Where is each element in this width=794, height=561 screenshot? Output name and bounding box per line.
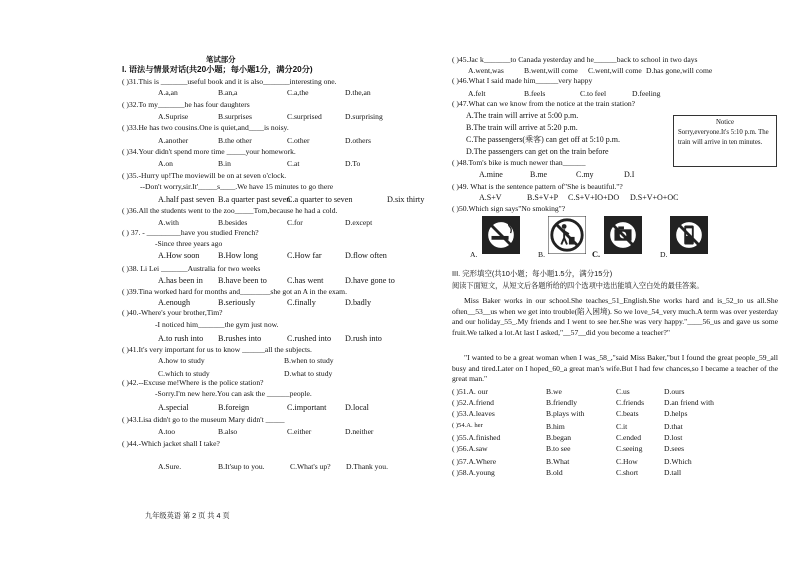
q47-d: D.The passengers can get on the train before: [466, 147, 609, 156]
question-5: ( )35.-Hurry up!The moviewill be on at seven o'clock.: [122, 171, 287, 180]
question-17-option-1: A.special: [158, 403, 189, 412]
question-9: -Since three years ago: [155, 239, 223, 248]
cloze-question-55-option-4: D.lost: [664, 433, 683, 442]
q48-c: C.my: [576, 170, 594, 179]
question-12: ( )40.-Where's your brother,Tim?: [122, 308, 223, 317]
no-photography-sign-icon: [604, 216, 642, 254]
cloze-question-51-option-4: D.ours: [664, 387, 685, 396]
q45-c: C.went,will come: [588, 66, 642, 75]
cloze-question-56-option-3: C.seeing: [616, 444, 643, 453]
question-15-option-1: C.which to study: [158, 369, 210, 378]
cloze-question-55-option-2: B.began: [546, 433, 572, 442]
q49-a: A.S+V: [479, 193, 502, 202]
cloze-question-53-option-4: D.helps: [664, 409, 688, 418]
question-19: ( )44.-Which jacket shall I take?: [122, 439, 220, 448]
question-10-option-1: A.has been in: [158, 276, 203, 285]
question-1: ( )31.This is _______useful book and it is also_______interesting one.: [122, 77, 337, 86]
question-9-option-3: C.How far: [287, 251, 322, 260]
question-1-option-1: A.a,an: [158, 88, 178, 97]
cloze-question-57-option-3: C.How: [616, 457, 638, 466]
question-3: ( )33.He has two cousins.One is quiet,and____is noisy.: [122, 123, 289, 132]
question-1-option-3: C.a,the: [287, 88, 309, 97]
train-notice: [673, 115, 777, 167]
section3-instructions: 阅读下面短文，从短文后各题所给的四个选项中选出能填入空白处的最佳答案。: [452, 281, 704, 290]
question-17: -Sorry.I'm new here.You can ask the ______people.: [155, 389, 312, 398]
q48-a: A.mine: [479, 170, 503, 179]
cloze-paragraph-1: Miss Baker works in our school.She teaches_51_English.She works hard and is_52_to us all.She often__53__us when we get into trouble(陷入困境). So we love_54_very much.A term was over yesterday and our holiday_55_.My friends and I went to see her.She was very happy."____56_us and gave us some fruit.We talked a lot.At last I asked,"__57__did you become a teacher?": [452, 296, 778, 337]
notice-body: Sorry,everyone.It's 5:10 p.m. The train will arrive in ten minutes.: [678, 129, 769, 146]
cloze-question-58-option-3: C.short: [616, 468, 639, 477]
q46-d: D.feeling: [632, 89, 661, 98]
question-20-option-1: A.Sure.: [158, 462, 182, 471]
q45-b: B.went,will come: [524, 66, 578, 75]
cloze-question-54-option-2: B.him: [546, 422, 565, 431]
question-15-option-3: D.what to study: [284, 369, 333, 378]
cloze-question-53: ( )53.A.leaves: [452, 409, 495, 418]
question-7-option-1: A.with: [158, 218, 179, 227]
q48-d: D.I: [624, 170, 635, 179]
q46-c: C.to feel: [580, 89, 607, 98]
question-6-option-2: B.a quarter past seven: [218, 195, 291, 204]
cloze-question-51: ( )51.A. our: [452, 387, 488, 396]
question-13-option-3: C.rushed into: [287, 334, 332, 343]
question-17-option-3: C.important: [287, 403, 327, 412]
q45-d: D.has gone,will come: [646, 66, 713, 75]
notice-title: Notice: [715, 119, 735, 126]
page-footer: 九年级英语 第 2 页 共 4 页: [145, 511, 230, 520]
q45: ( )45.Jac k_______to Canada yesterday and he______back to school in two days: [452, 55, 698, 64]
question-20-option-2: B.It'sup to you.: [218, 462, 265, 471]
q49-b: B.S+V+P: [527, 193, 559, 202]
question-14-option-1: A.how to study: [158, 356, 205, 365]
question-3-option-4: D.others: [345, 136, 371, 145]
question-9-option-1: A.How soon: [158, 251, 200, 260]
sign-label-d: D.: [660, 250, 668, 259]
q49: ( )49. What is the sentence pattern of"She is beautiful."?: [452, 182, 623, 191]
cloze-question-56-option-2: B.to see: [546, 444, 571, 453]
cloze-question-54-option-3: C.it: [616, 422, 628, 431]
cloze-question-57: ( )57.A.Where: [452, 457, 497, 466]
question-4-option-3: C.at: [287, 159, 300, 168]
question-17-option-2: B.foreign: [218, 403, 250, 412]
question-6: --Don't worry,sir.It'_____s____.We have 15 minutes to go there: [140, 182, 334, 191]
cloze-question-55: ( )55.A.finished: [452, 433, 501, 442]
question-20-option-4: D.Thank you.: [346, 462, 388, 471]
question-2-option-1: A.Suprise: [158, 112, 189, 121]
question-11: ( )39.Tina worked hard for months and________she got an A in the exam.: [122, 287, 347, 296]
question-18-option-4: D.neither: [345, 427, 374, 436]
cloze-question-58-option-2: B.old: [546, 468, 563, 477]
cloze-question-54: ( )54.A. her: [452, 422, 483, 429]
question-20-option-3: C.What's up?: [290, 462, 331, 471]
question-18-option-3: C.either: [287, 427, 312, 436]
question-4-option-2: B.in: [218, 159, 231, 168]
question-2-option-4: D.surprising: [345, 112, 383, 121]
question-18: ( )43.Lisa didn't go to the museum Mary didn't _____: [122, 415, 285, 424]
q46-a: A.felt: [468, 89, 486, 98]
q50: ( )50.Which sign says"No smoking"?: [452, 204, 566, 213]
question-18-option-1: A.too: [158, 427, 176, 436]
question-10-option-3: C.has went: [287, 276, 324, 285]
question-9-option-2: B.How long: [218, 251, 259, 260]
q46: ( )46.What I said made him______very happy: [452, 76, 593, 85]
section1-title: I. 语法与情景对话(共20小题；每小题1分，满分20分): [122, 65, 313, 74]
question-18-option-2: B.also: [218, 427, 238, 436]
question-2-option-3: C.surprised: [287, 112, 322, 121]
q48: ( )48.Tom's bike is much newer than______: [452, 158, 586, 167]
question-3-option-3: C.other: [287, 136, 310, 145]
question-7: ( )36.All the students went to the zoo_____Tom,because he had a cold.: [122, 206, 338, 215]
q46-b: B.feels: [524, 89, 546, 98]
question-4-option-4: D.To: [345, 159, 361, 168]
question-13: -I noticed him_______the gym just now.: [155, 320, 279, 329]
sign-label-c: C.: [592, 250, 601, 259]
cloze-paragraph-2: "I wanted to be a great woman when I was_58_,"said Miss Baker,"but I found the great people_59_all busy and tired.Later on I hoped_60_a great man's wife.But I had few chances,so I became a teacher of the great man.": [452, 353, 778, 384]
cloze-question-56-option-4: D.sees: [664, 444, 685, 453]
cloze-question-52-option-2: B.friendly: [546, 398, 578, 407]
question-11-option-2: B.seriously: [218, 298, 256, 307]
question-7-option-4: D.except: [345, 218, 373, 227]
question-9-option-4: D.flow often: [345, 251, 387, 260]
question-2-option-2: B.surprises: [218, 112, 252, 121]
q47-b: B.The train will arrive at 5:20 p.m.: [466, 123, 578, 132]
q48-b: B.me: [530, 170, 548, 179]
question-6-option-1: A.half past seven: [158, 195, 215, 204]
question-10-option-2: B.have been to: [218, 276, 267, 285]
cloze-question-53-option-2: B.plays with: [546, 409, 585, 418]
question-14: ( )41.It's very important for us to know ______all the subjects.: [122, 345, 312, 354]
q47-a: A.The train will arrive at 5:00 p.m.: [466, 111, 579, 120]
cloze-question-53-option-3: C.beats: [616, 409, 639, 418]
cloze-question-51-option-2: B.we: [546, 387, 562, 396]
question-2: ( )32.To my_______he has four daughters: [122, 100, 250, 109]
q47-c: C.The passengers(乘客) can get off at 5:10 p.m.: [466, 135, 621, 144]
question-11-option-1: A.enough: [158, 298, 191, 307]
q47: ( )47.What can we know from the notice at the train station?: [452, 99, 636, 108]
question-7-option-3: C.for: [287, 218, 303, 227]
question-16: ( )42.--Excuse me!Where is the police station?: [122, 378, 264, 387]
cloze-question-56: ( )56.A.saw: [452, 444, 488, 453]
section3-title: III. 完形填空(共10小题；每小题1.5分，满分15分): [452, 269, 613, 278]
question-11-option-4: D.badly: [345, 298, 372, 307]
question-4-option-1: A.on: [158, 159, 173, 168]
no-phone-sign-icon: [670, 216, 708, 254]
question-10: ( )38. Li Lei _______Australia for two weeks: [122, 264, 261, 273]
sign-label-a: A.: [470, 250, 478, 259]
cloze-question-54-option-4: D.that: [664, 422, 683, 431]
question-10-option-4: D.have gone to: [345, 276, 395, 285]
question-8: ( ) 37. - _________have you studied French?: [122, 228, 259, 237]
question-13-option-2: B.rushes into: [218, 334, 262, 343]
question-6-option-3: C.a quarter to seven: [287, 195, 353, 204]
cloze-question-52: ( )52.A.friend: [452, 398, 494, 407]
cloze-question-52-option-4: D.an friend with: [664, 398, 714, 407]
no-smoking-sign-icon: [482, 216, 520, 254]
q49-d: D.S+V+O+OC: [630, 193, 679, 202]
part-title: 笔试部分: [206, 55, 236, 64]
q45-a: A.went,was: [468, 66, 504, 75]
question-11-option-3: C.finally: [287, 298, 316, 307]
question-13-option-1: A.to rush into: [158, 334, 204, 343]
question-3-option-2: B.the other: [218, 136, 252, 145]
question-13-option-4: D.rush into: [345, 334, 382, 343]
question-1-option-4: D.the,an: [345, 88, 371, 97]
cloze-question-55-option-3: C.ended: [616, 433, 642, 442]
q49-c: C.S+V+IO+DO: [568, 193, 620, 202]
cloze-question-52-option-3: C.friends: [616, 398, 645, 407]
cloze-question-57-option-4: D.Which: [664, 457, 692, 466]
question-3-option-1: A.another: [158, 136, 189, 145]
no-littering-sign-icon: [548, 216, 586, 254]
cloze-question-58: ( )58.A.young: [452, 468, 495, 477]
cloze-question-57-option-2: B.What: [546, 457, 570, 466]
sign-label-b: B.: [538, 250, 545, 259]
question-17-option-4: D.local: [345, 403, 369, 412]
question-14-option-3: B.when to study: [284, 356, 334, 365]
cloze-question-58-option-4: D.tall: [664, 468, 682, 477]
question-6-option-4: D.six thirty: [387, 195, 425, 204]
question-7-option-2: B.besides: [218, 218, 248, 227]
cloze-question-51-option-3: C.us: [616, 387, 630, 396]
question-4: ( )34.Your didn't spend more time _____your homework.: [122, 147, 296, 156]
question-1-option-2: B.an,a: [218, 88, 238, 97]
